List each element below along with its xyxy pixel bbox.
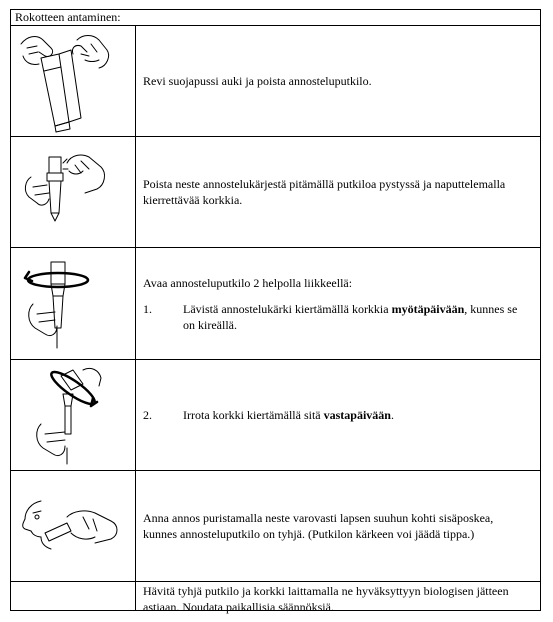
tap-tube-illustration (11, 137, 135, 247)
step-4-item (143, 407, 530, 423)
step-3-item (143, 301, 530, 333)
step-4-image-cell (11, 360, 136, 470)
step-row-2 (11, 137, 540, 248)
step-row-4 (11, 360, 540, 471)
step-3-text-cell (136, 248, 540, 359)
step-row-3 (11, 248, 540, 360)
step-5-text: Anna annos puristamalla neste varovasti lapsen suuhun kohti sisäposkea, kunnes annosteluputkilo on tyhjä. (Putkilon kärkeen voi jäädä tippa.) (143, 511, 494, 541)
step-3-item-body (183, 301, 530, 333)
step-row-1 (11, 26, 540, 137)
tear-pouch-illustration (11, 26, 135, 136)
step-3-intro: Avaa annosteluputkilo 2 helpolla liikkeellä: (143, 275, 353, 290)
step-row-5 (11, 471, 540, 582)
step-5-text-cell (136, 471, 540, 581)
step-4-item-post: . (390, 408, 394, 422)
step-3-image-cell (11, 248, 136, 359)
step-3-item-post: , kunnes se on kireällä. (183, 301, 518, 332)
step-3-item-bold: myötäpäivään (391, 301, 465, 316)
step-5-image-cell (11, 471, 136, 581)
step-6-text-cell (136, 582, 540, 614)
administer-dose-illustration (11, 471, 135, 581)
header-title: Rokotteen antaminen: (15, 10, 121, 24)
step-2-image-cell (11, 137, 136, 247)
step-1-text-cell (136, 26, 540, 136)
instructions-table (10, 9, 541, 614)
step-4-item-bold: vastapäivään (323, 408, 391, 422)
step-4-item-pre: Irrota korkki kiertämällä sitä (183, 408, 324, 422)
step-4-item-body (183, 407, 530, 423)
step-2-text: Poista neste annostelukärjestä pitämällä putkiloa pystyssä ja naputtelemalla kierrettävää korkkia. (143, 177, 506, 207)
step-row-6 (11, 582, 540, 614)
step-6-text: Hävitä tyhjä putkilo ja korkki laittamalla ne hyväksyttyyn biologisen jätteen astiaan. Noudata paikallisia säännöksiä. (143, 584, 509, 614)
step-1-text: Revi suojapussi auki ja poista annosteluputkilo. (143, 74, 372, 88)
twist-clockwise-illustration (11, 248, 135, 359)
step-6-image-cell (11, 582, 136, 610)
step-4-text-cell (136, 360, 540, 470)
step-3-item-pre: Lävistä annostelukärki kiertämällä korkkia (183, 301, 392, 316)
table-header (11, 10, 540, 26)
step-1-image-cell (11, 26, 136, 136)
step-4-item-number: 2. (143, 408, 152, 422)
twist-counterclockwise-illustration (11, 360, 135, 470)
step-3-item-number: 1. (143, 301, 152, 316)
step-2-text-cell (136, 137, 540, 247)
